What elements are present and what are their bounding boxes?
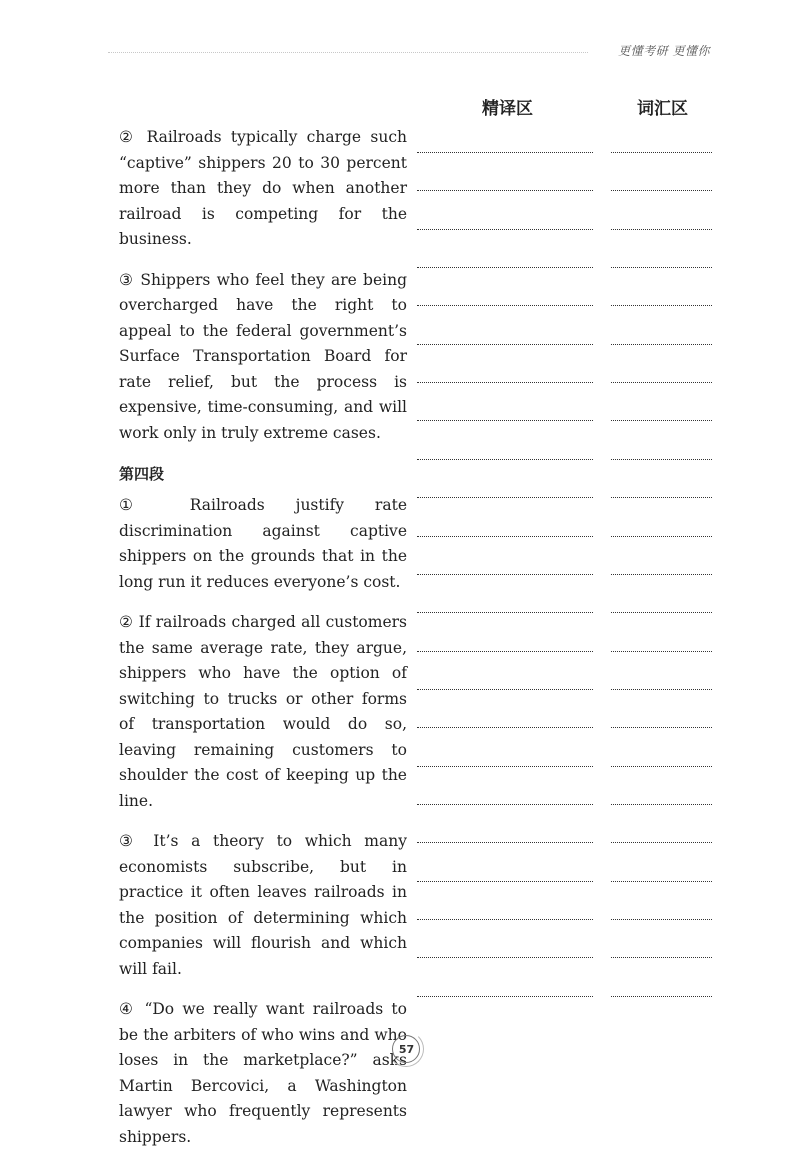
vocabulary-writing-line	[611, 881, 712, 882]
vocabulary-writing-line	[611, 305, 712, 306]
vocabulary-writing-line	[611, 842, 712, 843]
header-slogan: 更懂考研 更懂你	[618, 44, 710, 58]
translation-column-title: 精译区	[482, 99, 533, 119]
vocabulary-writing-line	[611, 382, 712, 383]
translation-writing-line	[417, 574, 593, 575]
vocabulary-writing-line	[611, 536, 712, 537]
vocabulary-writing-line	[611, 651, 712, 652]
translation-writing-line	[417, 919, 593, 920]
translation-writing-line	[417, 651, 593, 652]
translation-writing-line	[417, 536, 593, 537]
translation-writing-line	[417, 382, 593, 383]
translation-writing-line	[417, 190, 593, 191]
section4-paragraph-2: ② If railroads charged all customers the same average rate, they argue, shippers who have the option of switching to trucks or other forms of transportation would do so, leaving remaining customers to shoulder the cost of keeping up the line.	[119, 613, 407, 810]
translation-writing-line	[417, 804, 593, 805]
page-number: 57	[398, 1043, 415, 1056]
section3-paragraph-3: ③ Shippers who feel they are being overcharged have the right to appeal to the federal government’s Surface Transportation Board for rate relief, but the process is expensive, time-consuming, and will work only in truly extreme cases.	[119, 270, 407, 442]
vocabulary-writing-line	[611, 957, 712, 958]
translation-writing-line	[417, 459, 593, 460]
vocabulary-writing-line	[611, 919, 712, 920]
section4-paragraph-1: ① Railroads justify rate discrimination against captive shippers on the grounds that in the long run it reduces everyone’s cost.	[119, 496, 407, 591]
translation-writing-line	[417, 305, 593, 306]
translation-writing-line	[417, 689, 593, 690]
translation-writing-line	[417, 957, 593, 958]
vocabulary-writing-line	[611, 996, 712, 997]
section3-paragraph-2: ② Railroads typically charge such “captive” shippers 20 to 30 percent more than they do when another railroad is competing for the business.	[119, 128, 407, 248]
translation-writing-line	[417, 420, 593, 421]
vocabulary-writing-line	[611, 727, 712, 728]
vocabulary-writing-line	[611, 459, 712, 460]
section4-paragraph-4: ④ “Do we really want railroads to be the arbiters of who wins and who loses in the marketplace?” asks Martin Bercovici, a Washington lawyer who frequently represents shippers.	[119, 1000, 407, 1146]
translation-writing-line	[417, 766, 593, 767]
vocabulary-writing-line	[611, 344, 712, 345]
vocabulary-writing-line	[611, 267, 712, 268]
vocabulary-writing-line	[611, 497, 712, 498]
vocabulary-writing-line	[611, 804, 712, 805]
page-number-badge	[392, 1035, 422, 1065]
section4-heading: 第四段	[119, 465, 165, 483]
translation-writing-line	[417, 842, 593, 843]
vocabulary-writing-line	[611, 766, 712, 767]
translation-writing-line	[417, 344, 593, 345]
vocabulary-writing-line	[611, 574, 712, 575]
vocabulary-writing-line	[611, 229, 712, 230]
translation-writing-line	[417, 152, 593, 153]
section4-paragraph-3: ③ It’s a theory to which many economists subscribe, but in practice it often leaves railroads in the position of determining which companies will flourish and which will fail.	[119, 832, 407, 978]
translation-writing-line	[417, 497, 593, 498]
translation-writing-line	[417, 996, 593, 997]
vocabulary-writing-line	[611, 152, 712, 153]
header-rule	[108, 52, 588, 53]
translation-writing-line	[417, 727, 593, 728]
vocabulary-writing-line	[611, 190, 712, 191]
translation-writing-line	[417, 229, 593, 230]
translation-writing-line	[417, 881, 593, 882]
vocabulary-writing-line	[611, 612, 712, 613]
translation-writing-line	[417, 612, 593, 613]
vocabulary-column-title: 词汇区	[637, 99, 688, 119]
vocabulary-writing-line	[611, 420, 712, 421]
vocabulary-writing-line	[611, 689, 712, 690]
passage-text-column	[119, 125, 407, 1165]
translation-writing-line	[417, 267, 593, 268]
